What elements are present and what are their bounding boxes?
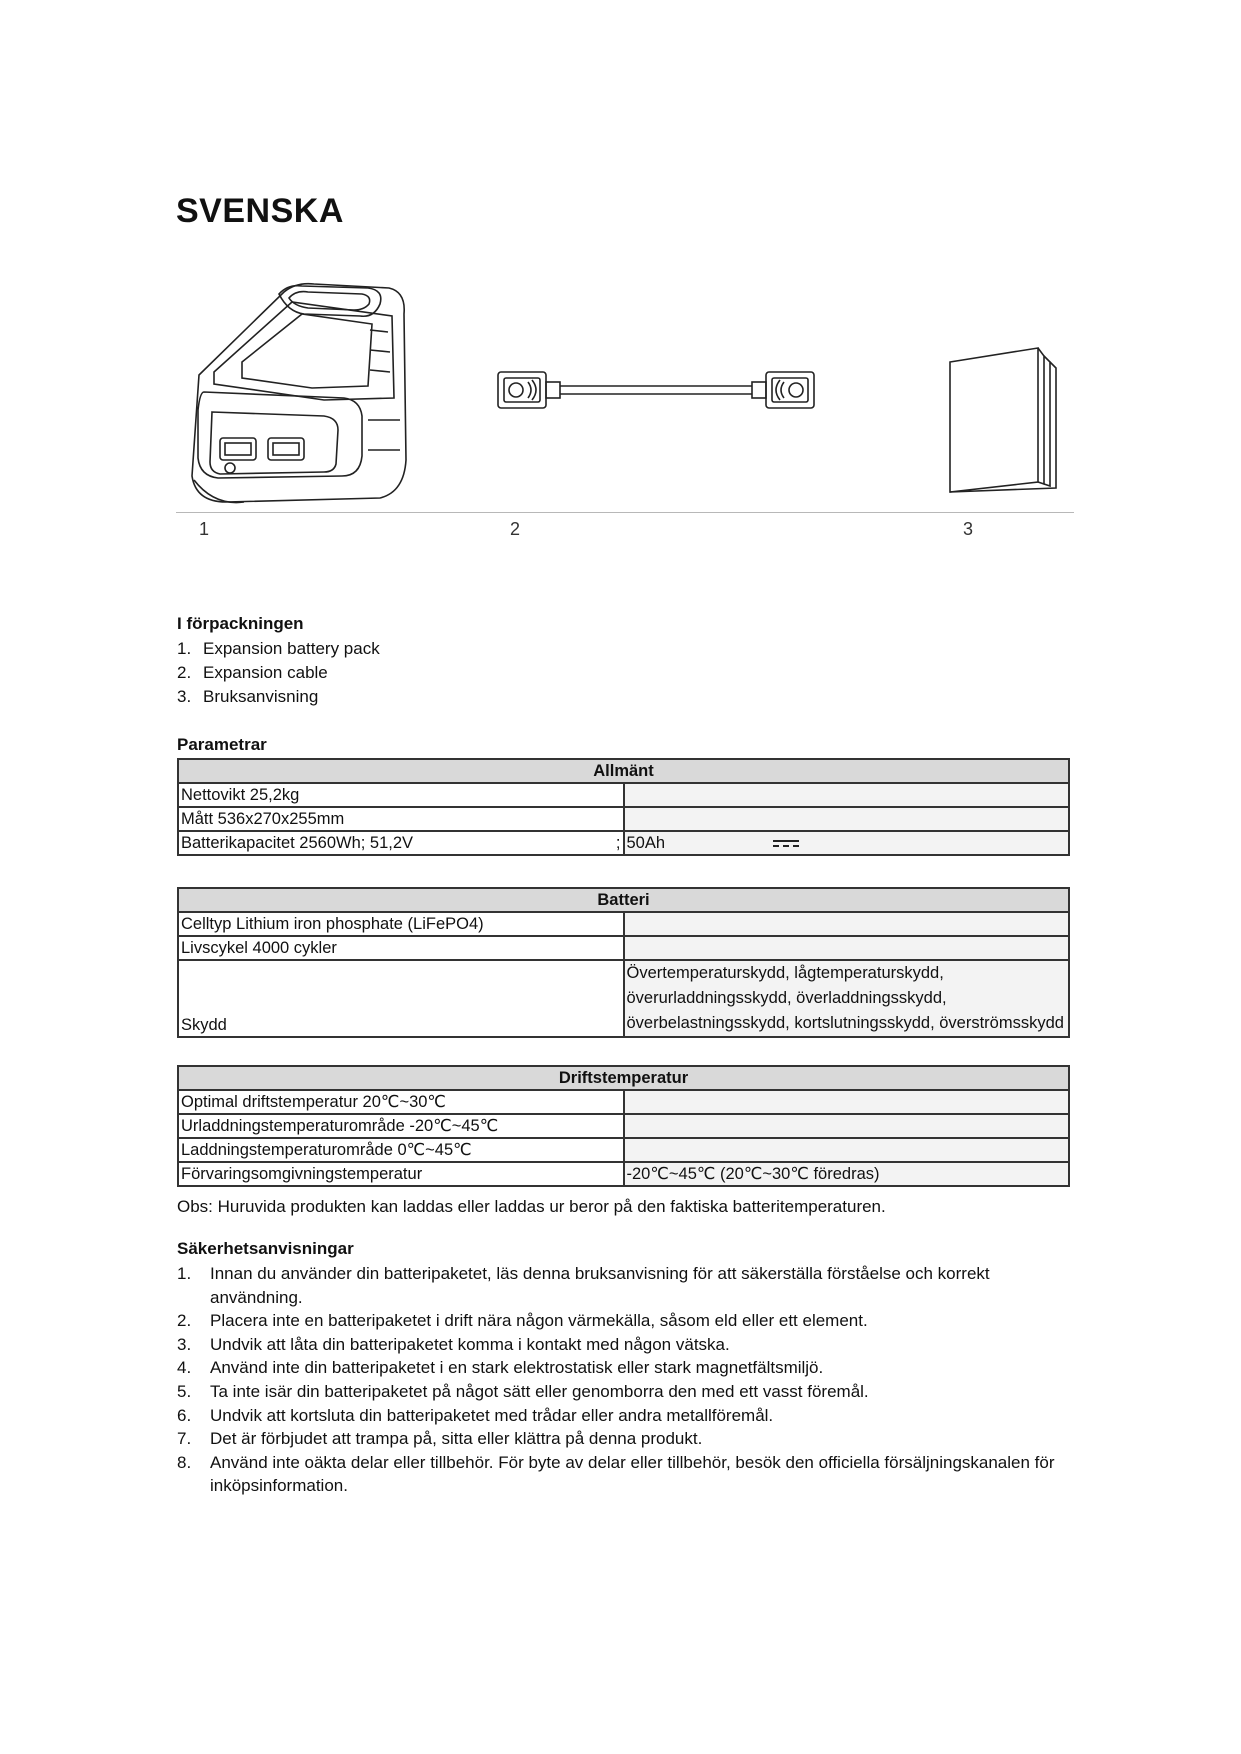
safety-heading: Säkerhetsanvisningar — [177, 1239, 354, 1258]
table-header: Batteri — [178, 888, 1069, 912]
list-item-number: 1. — [177, 1264, 192, 1283]
list-item-text: Undvik att kortsluta din batteripaketet med trådar eller andra metallföremål. — [210, 1405, 774, 1425]
temperature-note: Obs: Huruvida produkten kan laddas eller laddas ur beror på den faktiska batteritemperaturen. — [177, 1197, 886, 1216]
contents-list — [177, 637, 380, 709]
list-item-text: Använd inte oäkta delar eller tillbehör. För byte av delar eller tillbehör, besök den officiella försäljningskanalen för inköpsinformation. — [210, 1452, 1055, 1496]
table-cell-label: Celltyp Lithium iron phosphate (LiFePO4) — [178, 912, 624, 936]
temperature-parameters-table — [177, 1065, 1070, 1187]
capacity-separator: ; — [615, 834, 621, 852]
list-item-number: 2. — [177, 1311, 192, 1331]
list-item — [177, 1404, 1077, 1428]
page-title: SVENSKA — [176, 192, 344, 230]
table-cell-label: Nettovikt 25,2kg — [178, 783, 624, 807]
expansion-cable-illustration — [496, 366, 816, 414]
list-item-number: 1. — [177, 639, 192, 658]
list-item — [177, 1427, 1077, 1451]
figure-label-3: 3 — [963, 519, 974, 539]
dc-current-icon — [773, 839, 799, 849]
table-cell-value — [624, 783, 1070, 807]
list-item-text: Undvik att låta din batteripaketet komma i kontakt med någon vätska. — [210, 1334, 730, 1354]
table-cell-label: Optimal driftstemperatur 20℃~30℃ — [178, 1090, 624, 1114]
list-item-text: Ta inte isär din batteripaketet på något sätt eller genomborra den med ett vasst föremål. — [210, 1381, 869, 1401]
list-item-number: 6. — [177, 1405, 192, 1425]
list-item-text: Expansion battery pack — [203, 639, 380, 658]
list-item — [177, 685, 380, 709]
table-cell-value — [624, 1114, 1070, 1138]
table-cell-value — [624, 1090, 1070, 1114]
list-item — [177, 1380, 1077, 1404]
capacity-value: 50Ah — [626, 834, 666, 852]
package-contents-figure — [176, 270, 1074, 550]
list-item-number: 8. — [177, 1452, 192, 1472]
list-item — [177, 1356, 1077, 1380]
list-item — [177, 661, 380, 685]
table-cell-label: Laddningstemperaturområde 0℃~45℃ — [178, 1138, 624, 1162]
list-item-text: Bruksanvisning — [203, 687, 319, 706]
table-cell-value — [624, 912, 1070, 936]
list-item — [177, 1262, 1077, 1309]
table-cell-value — [624, 831, 1070, 855]
list-item-text: Placera inte en batteripaketet i drift nära någon värmekälla, såsom eld eller ett element. — [210, 1311, 868, 1331]
table-header: Allmänt — [178, 759, 1069, 783]
list-item-number: 3. — [177, 1334, 192, 1354]
table-cell-label: Livscykel 4000 cykler — [178, 936, 624, 960]
table-cell-label: Förvaringsomgivningstemperatur — [178, 1162, 624, 1186]
table-cell-label: Skydd — [178, 960, 624, 1037]
figure-label-2: 2 — [510, 519, 521, 539]
table-row — [178, 807, 1069, 831]
list-item-number: 5. — [177, 1381, 192, 1401]
table-row — [178, 1162, 1069, 1186]
parameters-heading: Parametrar — [177, 735, 267, 754]
list-item-text: Det är förbjudet att trampa på, sitta eller klättra på denna produkt. — [210, 1429, 703, 1449]
list-item-number: 7. — [177, 1429, 192, 1449]
list-item-text: Expansion cable — [203, 663, 328, 682]
list-item-number: 2. — [177, 663, 192, 682]
list-item-text: Använd inte din batteripaketet i en stark elektrostatisk eller stark magnetfältsmiljö. — [210, 1358, 824, 1378]
capacity-label: Batterikapacitet 2560Wh; 51,2V — [181, 834, 414, 852]
user-manual-illustration — [948, 346, 1060, 496]
table-row — [178, 936, 1069, 960]
battery-parameters-table — [177, 887, 1070, 1038]
figure-label-1: 1 — [199, 519, 210, 539]
table-cell-value: -20℃~45℃ (20℃~30℃ föredras) — [624, 1162, 1070, 1186]
list-item — [177, 1333, 1077, 1357]
figure-divider — [176, 512, 1074, 513]
table-row — [178, 960, 1069, 1037]
table-cell-value: Övertemperaturskydd, lågtemperaturskydd, överurladdningsskydd, överladdningsskydd, överbelastningsskydd, kortslutningsskydd, överströmsskydd — [624, 960, 1070, 1037]
table-cell-label: Urladdningstemperaturområde -20℃~45℃ — [178, 1114, 624, 1138]
table-cell-label: Mått 536x270x255mm — [178, 807, 624, 831]
table-cell-value — [624, 1138, 1070, 1162]
contents-heading: I förpackningen — [177, 614, 304, 633]
table-row — [178, 1114, 1069, 1138]
table-header: Driftstemperatur — [178, 1066, 1069, 1090]
table-row — [178, 831, 1069, 855]
table-cell-value — [624, 807, 1070, 831]
battery-pack-illustration — [184, 280, 409, 510]
list-item-text: Innan du använder din batteripaketet, läs denna bruksanvisning för att säkerställa förståelse och korrekt användning. — [210, 1264, 990, 1307]
table-row — [178, 783, 1069, 807]
list-item — [177, 1309, 1077, 1333]
table-row — [178, 912, 1069, 936]
list-item — [177, 637, 380, 661]
table-cell-value — [624, 936, 1070, 960]
list-item-number: 4. — [177, 1358, 192, 1378]
table-cell-label — [178, 831, 624, 855]
general-parameters-table — [177, 758, 1070, 856]
list-item-number: 3. — [177, 687, 192, 706]
table-row — [178, 1138, 1069, 1162]
list-item — [177, 1451, 1077, 1498]
safety-list — [177, 1262, 1077, 1498]
table-row — [178, 1090, 1069, 1114]
